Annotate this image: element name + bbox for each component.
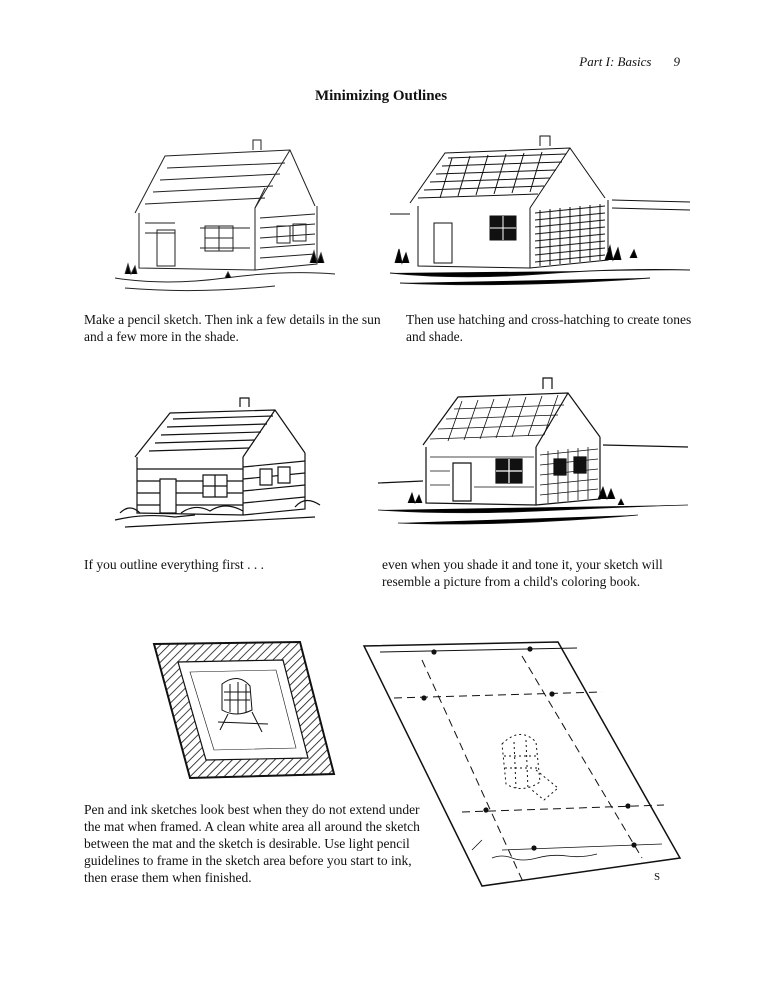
caption-outline-first: If you outline everything first . . . [84,557,264,572]
house-shaded-outlined-illustration [378,375,688,535]
caption-mat-framing: Pen and ink sketches look best when they do not extend under the mat when framed. A clean white area all around the sketch between the mat and the sketch is desirable. Use light pencil guidelines to frame in the sketch area before you start to ink, then erase them when finished. [84,802,420,885]
matted-sketch-frame-illustration [148,640,338,780]
page-number: 9 [673,54,680,69]
running-header [579,54,680,70]
house-outlined-illustration [115,395,335,535]
caption-pencil-sketch: Make a pencil sketch. Then ink a few details in the sun and a few more in the shade. [84,312,381,344]
house-hatched-illustration [390,128,690,303]
caption-coloring-book: even when you shade it and tone it, your sketch will resemble a picture from a child's coloring book. [382,557,663,589]
caption-hatching: Then use hatching and cross-hatching to create tones and shade. [406,312,692,344]
section-label: Part I: Basics [579,54,652,69]
house-pencil-sketch-illustration [105,128,350,303]
sketch-signature: S [654,871,661,883]
page-title: Minimizing Outlines [314,88,448,104]
